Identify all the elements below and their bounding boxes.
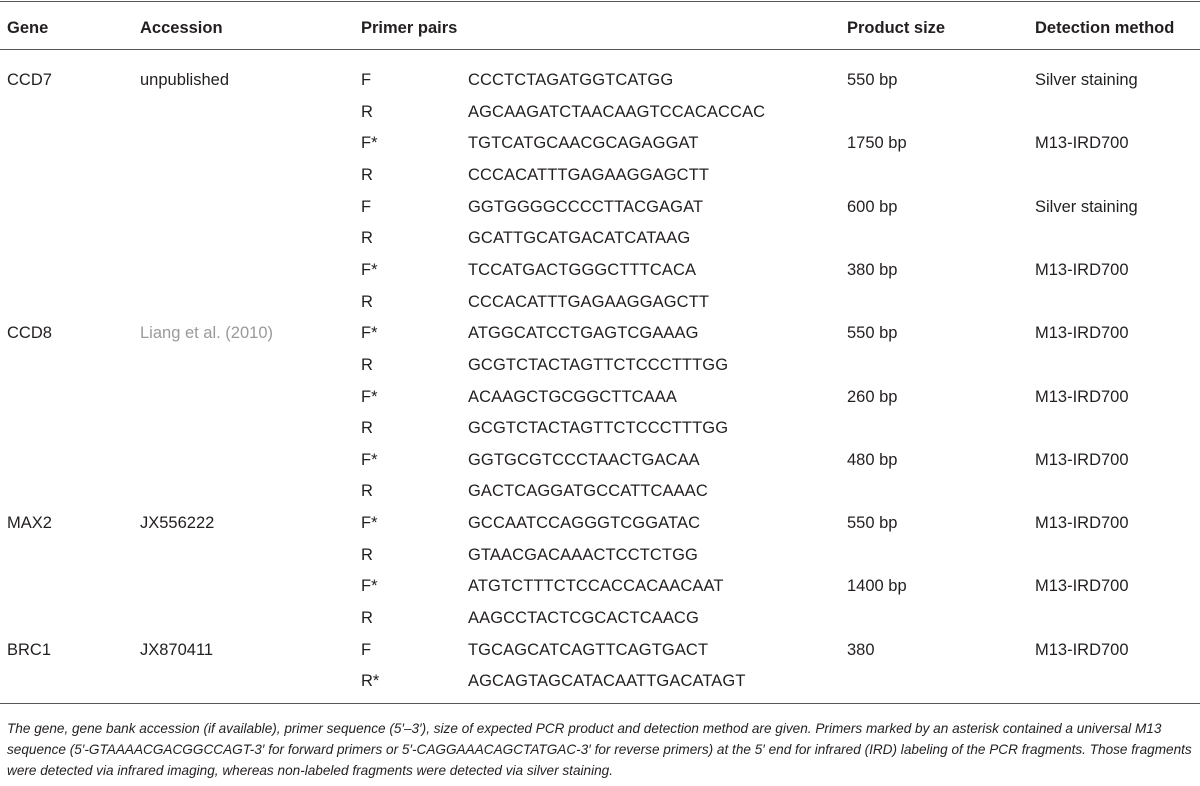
cell-primer-direction: R (361, 293, 373, 311)
cell-product-size: 550 bp (847, 71, 898, 89)
cell-primer-direction: F* (361, 577, 378, 595)
cell-primer-sequence: ACAAGCTGCGGCTTCAAA (468, 388, 677, 406)
cell-accession: JX556222 (140, 514, 215, 532)
cell-primer-direction: R (361, 482, 373, 500)
cell-primer-sequence: GCCAATCCAGGGTCGGATAC (468, 514, 701, 532)
cell-primer-sequence: GTAACGACAAACTCCTCTGG (468, 546, 698, 564)
cell-primer-sequence: ATGGCATCCTGAGTCGAAAG (468, 324, 699, 342)
cell-primer-direction: R (361, 609, 373, 627)
cell-primer-direction: F* (361, 324, 378, 342)
cell-primer-direction: F (361, 641, 372, 659)
cell-gene: BRC1 (7, 641, 52, 659)
cell-primer-direction: F* (361, 514, 378, 532)
header-primer-pairs: Primer pairs (361, 19, 458, 37)
cell-primer-sequence: AAGCCTACTCGCACTCAACG (468, 609, 699, 627)
cell-accession: JX870411 (140, 641, 214, 659)
cell-primer-sequence: GGTGCGTCCCTAACTGACAA (468, 451, 700, 469)
table-header-rule (0, 49, 1200, 50)
cell-detection-method: M13-IRD700 (1035, 324, 1129, 342)
cell-primer-direction: R (361, 166, 373, 184)
cell-primer-sequence: GACTCAGGATGCCATTCAAAC (468, 482, 708, 500)
cell-primer-direction: F* (361, 134, 378, 152)
cell-primer-direction: R (361, 229, 373, 247)
cell-detection-method: Silver staining (1035, 198, 1138, 216)
cell-primer-direction: R (361, 546, 373, 564)
cell-gene: CCD7 (7, 71, 52, 89)
cell-detection-method: M13-IRD700 (1035, 451, 1129, 469)
cell-detection-method: Silver staining (1035, 71, 1138, 89)
cell-primer-direction: F* (361, 388, 378, 406)
header-accession: Accession (140, 19, 223, 37)
cell-primer-direction: F* (361, 451, 378, 469)
cell-detection-method: M13-IRD700 (1035, 514, 1129, 532)
cell-detection-method: M13-IRD700 (1035, 641, 1129, 659)
cell-detection-method: M13-IRD700 (1035, 388, 1129, 406)
header-gene: Gene (7, 19, 49, 37)
cell-primer-sequence: GGTGGGGCCCCTTACGAGAT (468, 198, 704, 216)
cell-gene: MAX2 (7, 514, 52, 532)
cell-product-size: 380 (847, 641, 875, 659)
cell-primer-sequence: ATGTCTTTCTCCACCACAACAAT (468, 577, 724, 595)
cell-primer-sequence: TCCATGACTGGGCTTTCACA (468, 261, 697, 279)
cell-primer-direction: F (361, 71, 372, 89)
cell-primer-direction: F (361, 198, 372, 216)
cell-primer-sequence: TGTCATGCAACGCAGAGGAT (468, 134, 699, 152)
cell-primer-direction: R (361, 356, 373, 374)
cell-product-size: 550 bp (847, 514, 898, 532)
table-bottom-rule (0, 703, 1200, 704)
cell-detection-method: M13-IRD700 (1035, 261, 1129, 279)
cell-accession[interactable]: Liang et al. (2010) (140, 324, 274, 342)
cell-product-size: 380 bp (847, 261, 898, 279)
cell-product-size: 1750 bp (847, 134, 907, 152)
cell-primer-sequence: CCCTCTAGATGGTCATGG (468, 71, 674, 89)
cell-primer-sequence: AGCAGTAGCATACAATTGACATAGT (468, 672, 746, 690)
cell-detection-method: M13-IRD700 (1035, 577, 1129, 595)
cell-product-size: 600 bp (847, 198, 898, 216)
cell-gene: CCD8 (7, 324, 52, 342)
header-detection-method: Detection method (1035, 19, 1175, 37)
cell-primer-sequence: TGCAGCATCAGTTCAGTGACT (468, 641, 709, 659)
cell-product-size: 480 bp (847, 451, 898, 469)
cell-primer-sequence: GCGTCTACTAGTTCTCCCTTTGG (468, 419, 729, 437)
cell-primer-direction: R (361, 419, 373, 437)
cell-primer-sequence: CCCACATTTGAGAAGGAGCTT (468, 293, 710, 311)
cell-detection-method: M13-IRD700 (1035, 134, 1129, 152)
table-footnote: The gene, gene bank accession (if available), primer sequence (5′–3′), size of expected PCR product and detection method are given. Primers marked by an asterisk contained a universal M13 sequence (5′-GTAAAACGACGGCCAGT-3′ for forward primers or 5′-CAGGAAACAGCTATGAC-3′ for reverse primers) at the 5′ end for infrared (IRD) labeling of the PCR fragments. Those fragments were detected via infrared imaging, whereas non-labeled fragments were detected via silver staining. (7, 721, 1192, 778)
table-top-rule (0, 1, 1200, 2)
cell-accession: unpublished (140, 71, 229, 89)
cell-primer-sequence: AGCAAGATCTAACAAGTCCACACCAC (468, 103, 766, 121)
cell-primer-direction: R* (361, 672, 380, 690)
header-product-size: Product size (847, 19, 946, 37)
cell-primer-sequence: CCCACATTTGAGAAGGAGCTT (468, 166, 710, 184)
cell-primer-direction: R (361, 103, 373, 121)
cell-primer-sequence: GCGTCTACTAGTTCTCCCTTTGG (468, 356, 729, 374)
cell-product-size: 260 bp (847, 388, 898, 406)
cell-product-size: 1400 bp (847, 577, 907, 595)
cell-product-size: 550 bp (847, 324, 898, 342)
cell-primer-sequence: GCATTGCATGACATCATAAG (468, 229, 691, 247)
cell-primer-direction: F* (361, 261, 378, 279)
